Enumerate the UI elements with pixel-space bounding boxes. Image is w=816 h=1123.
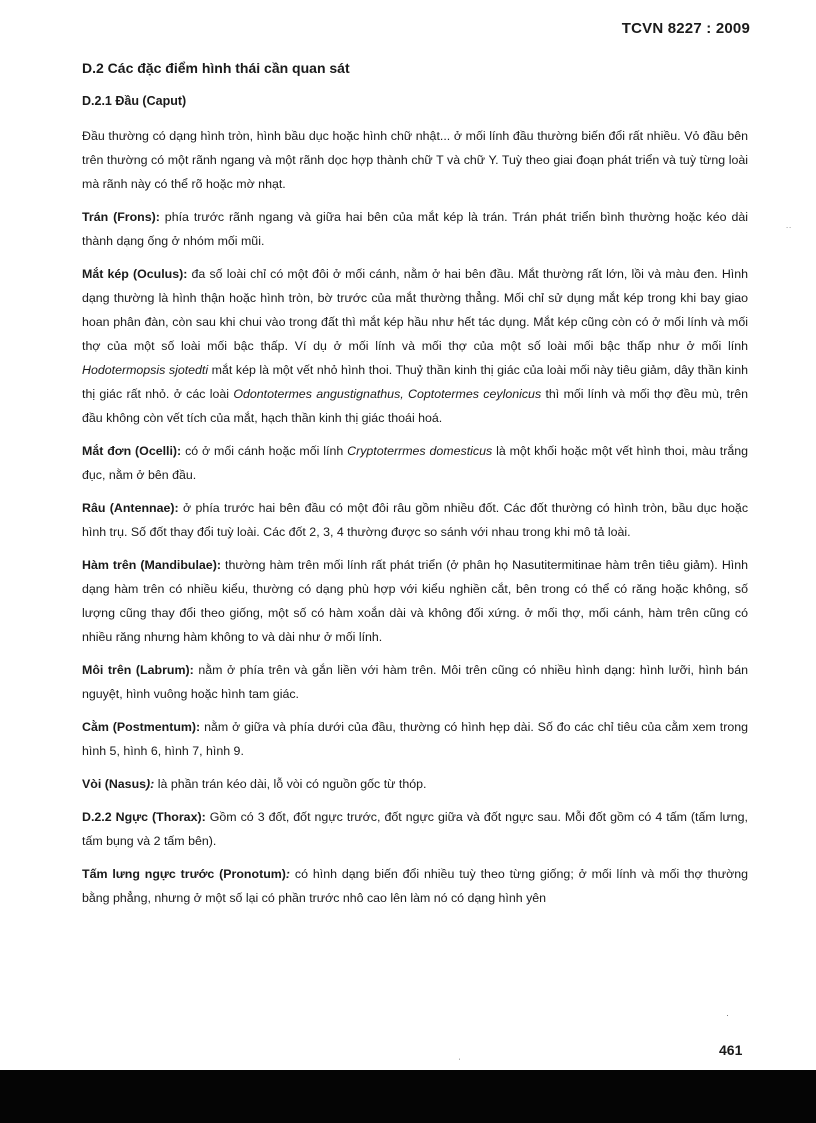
text-mat-don-1: có ở mối cánh hoặc mối lính <box>181 444 348 458</box>
text-cam: nằm ở giữa và phía dưới của đầu, thường có hình hẹp dài. Số đo các chỉ tiêu của cằm xem trong hình 5, hình 6, hình 7, hình 9. <box>82 720 748 758</box>
scan-speck: ˙˙ <box>786 226 792 236</box>
paragraph-moi-tren <box>82 658 748 706</box>
species-3: Cryptoterrmes domesticus <box>347 444 493 458</box>
term-rau: Râu (Antennae): <box>82 501 179 515</box>
text-nguc: Gồm có 3 đốt, đốt ngực trước, đốt ngực giữa và đốt ngực sau. Mỗi đốt gồm có 4 tấm (tấm lưng, tấm bụng và 2 tấm bên). <box>82 810 748 848</box>
paragraph-mat-kep <box>82 262 748 430</box>
paragraph-ham-tren <box>82 553 748 649</box>
term-voi: Vòi (Nasus <box>82 777 147 791</box>
text-tran: phía trước rãnh ngang và giữa hai bên của mắt kép là trán. Trán phát triển bình thường hoặc kéo dài thành dạng ống ở nhóm mối mũi. <box>82 210 748 248</box>
text-rau: ở phía trước hai bên đầu có một đôi râu gồm nhiều đốt. Các đốt thường có hình tròn, bầu dục hoặc hình trụ. Số đốt thay đổi tuỳ loài. Các đốt 2, 3, 4 thường được so sánh với nhau trong khi mô tả loài. <box>82 501 749 539</box>
text-mat-kep-3: thì mối lính và mối thợ đều mù, trên đầu không còn vết tích của mắt, hạch thần kinh thị giác thoái hoá. <box>82 387 748 425</box>
subsection-title: D.2.1 Đầu (Caput) <box>82 94 187 108</box>
scan-speck: ˌ <box>458 1050 461 1060</box>
document-header: TCVN 8227 : 2009 <box>621 20 750 37</box>
paragraph-cam <box>82 715 748 763</box>
term-cam: Cằm (Postmentum): <box>82 720 201 734</box>
paragraph-rau <box>82 496 748 544</box>
species-1: Hodotermopsis sjotedti <box>82 363 209 377</box>
term-tran: Trán (Frons): <box>82 210 160 224</box>
paragraph-voi <box>82 772 748 796</box>
term-tam-lung-colon: : <box>285 867 291 881</box>
species-2: Odontotermes angustignathus, Coptotermes ceylonicus <box>233 387 542 401</box>
term-ham-tren: Hàm trên (Mandibulae): <box>82 558 221 572</box>
text-tam-lung: có hình dạng biến đổi nhiều tuỳ theo từng giống; ở mối lính và mối thợ thường bằng phẳng, nhưng ở một số lại có phần trước nhô cao lên làm nó có dạng hình yên <box>82 867 748 905</box>
section-title: D.2 Các đặc điểm hình thái cần quan sát <box>82 60 350 76</box>
paragraph-tran <box>82 205 748 253</box>
text-mat-kep-2: mắt kép là một vết nhỏ hình thoi. Thuỷ thần kinh thị giác của loài mối này tiêu giảm, dây thần kinh thị giác rất nhỏ. ở các loài <box>82 363 749 401</box>
paragraph-nguc <box>82 805 748 853</box>
term-nguc: D.2.2 Ngực (Thorax): <box>82 810 206 824</box>
scan-speck: · <box>726 1010 729 1020</box>
text-moi-tren: nằm ở phía trên và gắn liền với hàm trên. Môi trên cũng có nhiều hình dạng: hình lưỡi, hình bán nguyệt, hình vuông hoặc hình tam giác. <box>82 663 748 701</box>
intro-paragraph: Đầu thường có dạng hình tròn, hình bầu dục hoặc hình chữ nhật... ở mối lính đầu thường biến đổi rất nhiều. Vỏ đầu bên trên thường có một rãnh ngang và một rãnh dọc hợp thành chữ T và chữ Y. Tuỳ theo giai đoạn phát triển và tuỳ từng loài mà rãnh này có thể rõ hoặc mờ nhạt. <box>82 129 748 191</box>
text-voi: là phần trán kéo dài, lỗ vòi có nguồn gốc từ thóp. <box>154 777 427 791</box>
scan-bottom-edge <box>0 1070 816 1123</box>
text-mat-kep-1: đa số loài chỉ có một đôi ở mối cánh, nằm ở hai bên đầu. Mắt thường rất lớn, lồi và màu đen. Hình dạng thường là hình thận hoặc hình tròn, bờ trước của mắt thường thẳng. Mối chỉ sử dụng mắt kép trong khi bay giao hoan phân đàn, còn sau khi chui vào trong đất thì mắt kép hầu như hết tác dụng. Mắt kép cũng còn có ở mối lính và mối thợ của một số loài mối bậc thấp. Ví dụ ở mối lính và mối thợ của một số loài mối bậc thấp như ở mối lính <box>82 267 748 353</box>
text-mat-don-2: là một khối hoặc một vết hình thoi, màu trắng đục, nằm ở bên đầu. <box>82 444 749 482</box>
paragraph-mat-don <box>82 439 748 487</box>
paragraph-tam-lung <box>82 862 748 910</box>
term-voi-end: ): <box>146 777 155 791</box>
page-number: 461 <box>719 1042 743 1058</box>
term-mat-don: Mắt đơn (Ocelli): <box>82 444 182 458</box>
term-tam-lung: Tấm lưng ngực trước (Pronotum) <box>82 867 286 881</box>
term-mat-kep: Mắt kép (Oculus): <box>82 267 188 281</box>
term-moi-tren: Môi trên (Labrum): <box>82 663 194 677</box>
document-body <box>82 60 748 919</box>
text-ham-tren: thường hàm trên mối lính rất phát triển (ở phân họ Nasutitermitinae hàm trên tiêu giảm). Hình dạng hàm trên có nhiều kiểu, thường có dạng phù hợp với kiểu nghiền cắt, bên trong có thể có răng hoặc không, số lượng cũng thay đổi theo giống, một số có hàm xoắn dài và không đối xứng. ở mối thợ, mối cánh, hàm trên cũng có nhiều răng nhưng hàm không to và dài như ở mối lính. <box>82 558 748 644</box>
